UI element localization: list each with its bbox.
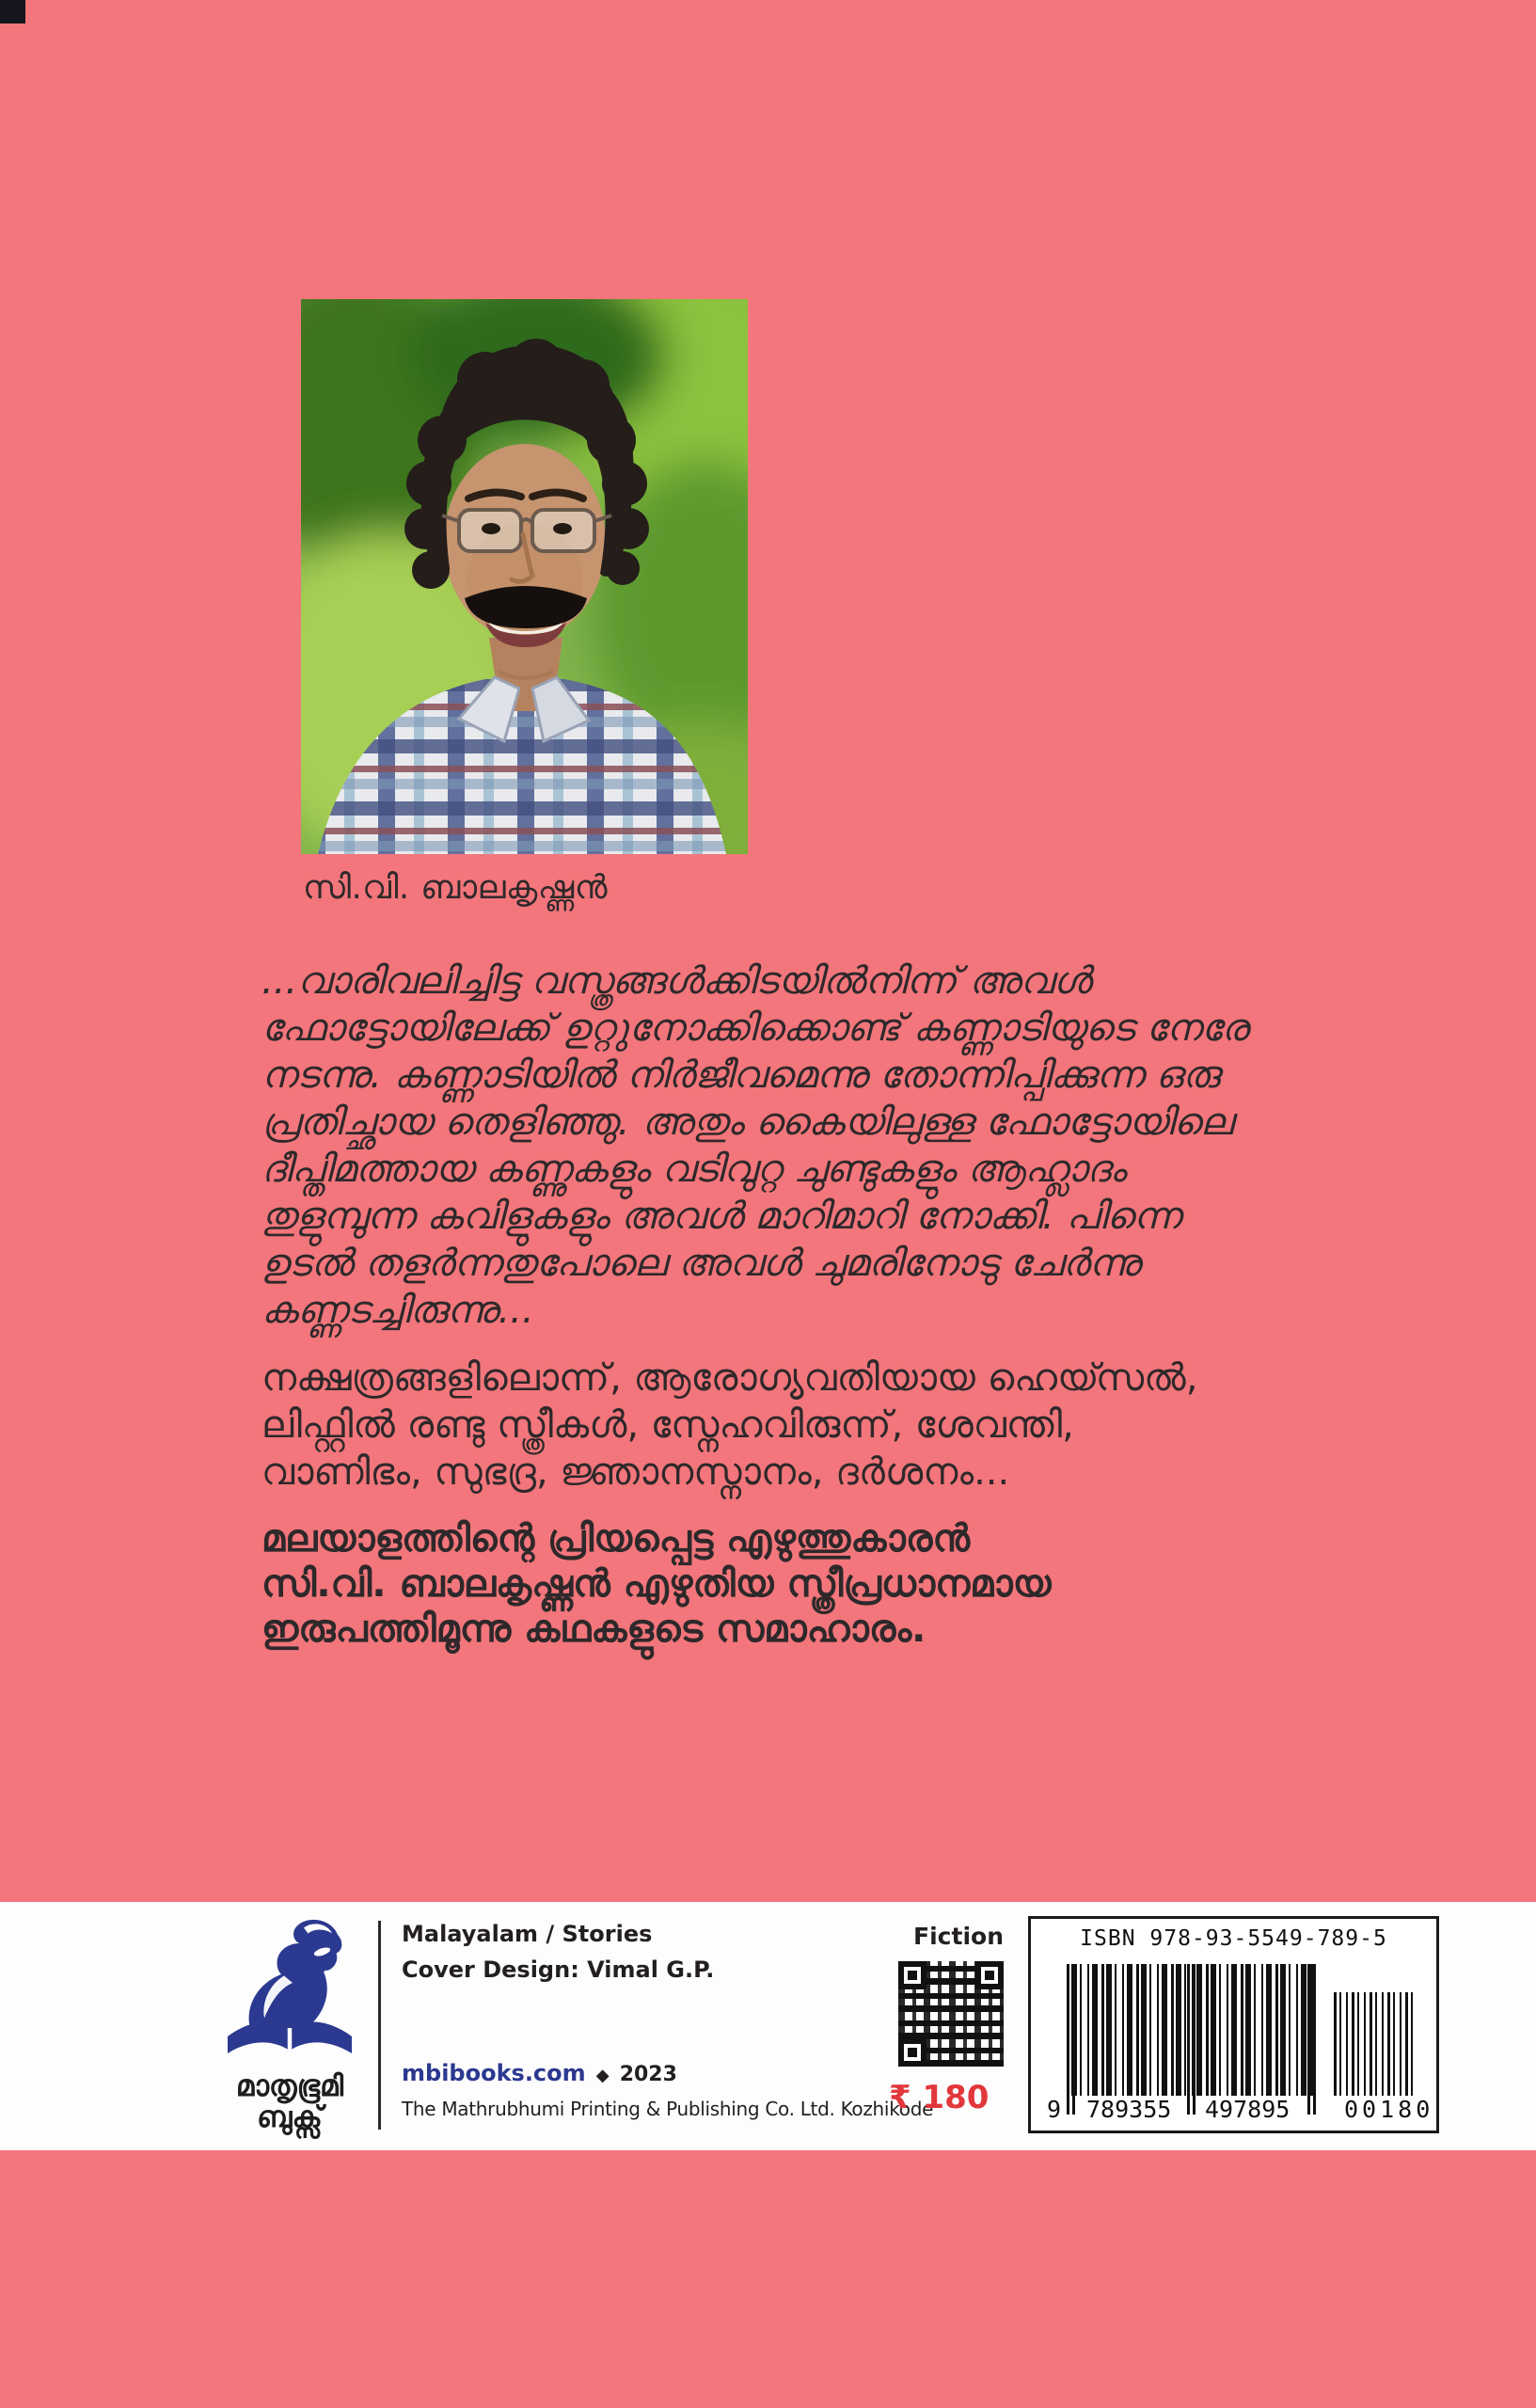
author-photo [301, 299, 748, 854]
stories-line-3: വാണിഭം, സുഭദ്ര, ജ്ഞാനസ്നാനം, ദർശനം... [261, 1450, 1010, 1494]
excerpt-line-2: ഫോട്ടോയിലേക്ക് ഉറ്റുനോക്കിക്കൊണ്ട് കണ്ണാടിയുടെ നേരേ [261, 1006, 1248, 1050]
publisher-info [402, 2060, 933, 2120]
excerpt-line-3: നടന്നു. കണ്ണാടിയിൽ നിർജീവമെന്നു തോന്നിപ്പിക്കുന്ന ഒരു [261, 1054, 1220, 1097]
barcode-digits-group1: 789355 [1084, 2096, 1174, 2123]
genre-label: Fiction [913, 1923, 1004, 1950]
excerpt-line-7: ഉടൽ തളർന്നതുപോലെ അവൾ ചുമരിനോടു ചേർന്നു [261, 1242, 1141, 1285]
barcode-lead-digit: 9 [1044, 2096, 1064, 2123]
mathrubhumi-elephant-icon [219, 1915, 360, 2067]
stories-line-1: നക്ഷത്രങ്ങളിലൊന്ന്, ആരോഗ്യവതിയായ ഹെയ്സൽ, [261, 1356, 1198, 1400]
qr-finder-top-right [975, 1961, 1004, 1989]
barcode-guard [1313, 1964, 1316, 2115]
edition-info [402, 1921, 714, 1983]
blurb-line-1: മലയാളത്തിന്റെ പ്രിയപ്പെട്ട എഴുത്തുകാരൻ [261, 1517, 971, 1560]
website-link: mbibooks.com [402, 2060, 586, 2086]
author-photo-illustration [301, 299, 748, 854]
print-crop-mark [0, 0, 25, 24]
publisher-band [0, 1902, 1536, 2150]
barcode-main [1067, 1964, 1313, 2096]
excerpt-line-4: പ്രതിച്ഛായ തെളിഞ്ഞു. അതും കൈയിലുള്ള ഫോട്ടോയിലെ [261, 1101, 1233, 1144]
excerpt-line-1: ...വാരിവലിച്ചിട്ട വസ്ത്രങ്ങൾക്കിടയിൽനിന്ന് അവൾ [261, 959, 1091, 1003]
qr-code [898, 1961, 1004, 2067]
qr-finder-bottom-left [898, 2038, 926, 2067]
publisher-logo-text [214, 2071, 365, 2133]
logo-text-line1: മാതൃഭൂമി [235, 2069, 344, 2103]
story-titles-paragraph [261, 1354, 1315, 1496]
excerpt-line-8: കണ്ണടച്ചിരുന്നു... [261, 1289, 534, 1332]
barcode-addon [1334, 1992, 1417, 2096]
isbn-barcode-box [1028, 1916, 1439, 2133]
excerpt-paragraph [261, 958, 1315, 1334]
price-label: ₹ 180 [889, 2079, 990, 2116]
barcode-guard [1072, 1964, 1075, 2115]
barcode-digits-group2: 497895 [1202, 2096, 1292, 2123]
logo-text-line2: ബുക്സ് [257, 2100, 323, 2134]
barcode-guard [1307, 1964, 1310, 2115]
qr-finder-top-left [898, 1961, 926, 1989]
excerpt-line-6: തുളുമ്പുന്ന കവിളുകളും അവൾ മാറിമാറി നോക്കി. പിന്നെ [261, 1195, 1181, 1238]
blurb-line-3: ഇരുപത്തിമൂന്നു കഥകളുടെ സമാഹാരം. [261, 1608, 926, 1651]
barcode-addon-digits: 00180 [1341, 2096, 1436, 2123]
barcode-guard [1187, 1964, 1190, 2115]
barcode-guard [1193, 1964, 1196, 2115]
publication-year: 2023 [619, 2063, 677, 2086]
cover-design-credit: Cover Design: Vimal G.P. [402, 1956, 715, 1983]
diamond-separator-icon: ◆ [595, 2066, 610, 2085]
vertical-divider [378, 1921, 381, 2130]
category-label: Malayalam / Stories [402, 1921, 653, 1947]
publisher-imprint-line: The Mathrubhumi Printing & Publishing Co. Ltd. Kozhikode [402, 2098, 934, 2120]
blurb-line-2: സി.വി. ബാലകൃഷ്ണൻ എഴുതിയ സ്ത്രീപ്രധാനമായ [261, 1562, 1052, 1606]
blurb-paragraph [261, 1516, 1315, 1652]
excerpt-line-5: ദീപ്തിമത്തായ കണ്ണുകളും വടിവുറ്റ ചുണ്ടുകളും ആഹ്ലാദം [261, 1148, 1126, 1191]
author-name: സി.വി. ബാലകൃഷ്ണൻ [303, 869, 609, 907]
stories-line-2: ലിഫ്റ്റിൽ രണ്ടു സ്ത്രീകൾ, സ്നേഹവിരുന്ന്, ശേവന്തി, [261, 1403, 1074, 1447]
publisher-logo [214, 1915, 365, 2133]
barcode-guard [1067, 1964, 1069, 2115]
isbn-number: ISBN 978-93-5549-789-5 [1080, 1926, 1387, 1951]
